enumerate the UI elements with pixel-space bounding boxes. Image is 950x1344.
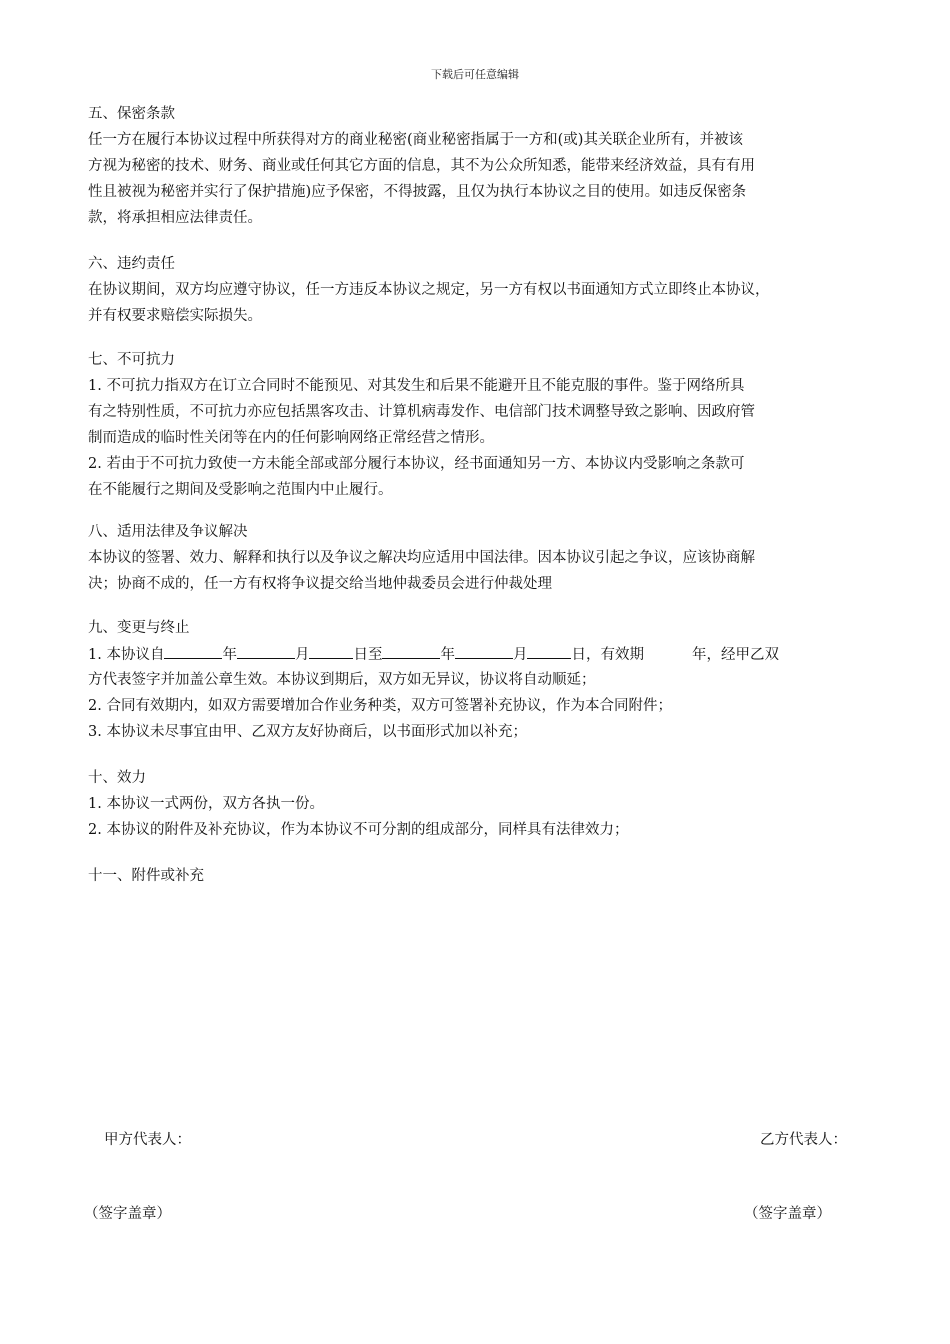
end-day-blank[interactable] bbox=[527, 644, 571, 659]
section-9-line: 方代表签字并加盖公章生效。本协议到期后，双方如无异议，协议将自动顺延； bbox=[88, 672, 596, 688]
party-b-representative-label: 乙方代表人： bbox=[760, 1132, 847, 1148]
start-day-blank[interactable] bbox=[309, 644, 353, 659]
party-a-seal-label: （签字盖章） bbox=[84, 1206, 171, 1222]
term-day-label: 日至 bbox=[353, 647, 383, 663]
term-prefix: 1. 本协议自 bbox=[88, 647, 165, 663]
section-9-line: 3. 本协议未尽事宜由甲、乙双方友好协商后，以书面形式加以补充； bbox=[88, 724, 527, 740]
section-5-line: 款，将承担相应法律责任。 bbox=[88, 210, 262, 226]
section-10-line: 1. 本协议一式两份，双方各执一份。 bbox=[88, 796, 324, 812]
section-10-line: 2. 本协议的附件及补充协议，作为本协议不可分割的组成部分，同样具有法律效力； bbox=[88, 822, 629, 838]
section-10-title: 十、效力 bbox=[88, 770, 146, 786]
term-suffix: 年，经甲乙双 bbox=[691, 647, 779, 663]
section-7-line: 1. 不可抗力指双方在订立合同时不能预见、对其发生和后果不能避开且不能克服的事件。鉴于网络所具 bbox=[88, 378, 745, 394]
term-year-label: 年 bbox=[440, 647, 455, 663]
party-b-seal-label: （签字盖章） bbox=[744, 1206, 831, 1222]
start-year-blank[interactable] bbox=[164, 644, 222, 659]
section-11-title: 十一、附件或补充 bbox=[88, 868, 204, 884]
section-6-title: 六、违约责任 bbox=[88, 256, 175, 272]
section-9-line: 2. 合同有效期内，如双方需要增加合作业务种类，双方可签署补充协议，作为本合同附件； bbox=[88, 698, 672, 714]
section-8-line: 决；协商不成的，任一方有权将争议提交给当地仲裁委员会进行仲裁处理 bbox=[88, 576, 552, 592]
term-day-label: 日，有效期 bbox=[571, 647, 644, 663]
page-header: 下载后可任意编辑 bbox=[431, 68, 519, 81]
start-month-blank[interactable] bbox=[237, 644, 295, 659]
section-8-line: 本协议的签署、效力、解释和执行以及争议之解决均应适用中国法律。因本协议引起之争议，应该协商解 bbox=[88, 550, 755, 566]
section-5-line: 任一方在履行本协议过程中所获得对方的商业秘密(商业秘密指属于一方和(或)其关联企业所有，并被该 bbox=[88, 132, 743, 148]
section-8-title: 八、适用法律及争议解决 bbox=[88, 524, 248, 540]
section-5-line: 性且被视为秘密并实行了保护措施)应予保密，不得披露，且仅为执行本协议之目的使用。如违反保密条 bbox=[88, 184, 747, 200]
term-year-label: 年 bbox=[222, 647, 237, 663]
section-6-line: 并有权要求赔偿实际损失。 bbox=[88, 308, 262, 324]
party-a-representative-label: 甲方代表人： bbox=[104, 1132, 191, 1148]
section-7-title: 七、不可抗力 bbox=[88, 352, 175, 368]
section-9-title: 九、变更与终止 bbox=[88, 620, 190, 636]
section-7-line: 有之特别性质，不可抗力亦应包括黑客攻击、计算机病毒发作、电信部门技术调整导致之影响、因政府管 bbox=[88, 404, 755, 420]
term-month-label: 月 bbox=[512, 647, 528, 663]
section-6-line: 在协议期间，双方均应遵守协议，任一方违反本协议之规定，另一方有权以书面通知方式立即终止本协议， bbox=[88, 282, 770, 298]
section-7-line: 2. 若由于不可抗力致使一方未能全部或部分履行本协议，经书面通知另一方、本协议内受影响之条款可 bbox=[88, 456, 745, 472]
end-month-blank[interactable] bbox=[455, 644, 513, 659]
end-year-blank[interactable] bbox=[382, 644, 440, 659]
section-7-line: 制而造成的临时性关闭等在内的任何影响网络正常经营之情形。 bbox=[88, 430, 494, 446]
term-month-label: 月 bbox=[294, 647, 310, 663]
section-5-title: 五、保密条款 bbox=[88, 106, 175, 122]
term-line bbox=[88, 644, 779, 665]
section-5-line: 方视为秘密的技术、财务、商业或任何其它方面的信息，其不为公众所知悉，能带来经济效益，具有有用 bbox=[88, 158, 755, 174]
section-7-line: 在不能履行之期间及受影响之范围内中止履行。 bbox=[88, 482, 393, 498]
